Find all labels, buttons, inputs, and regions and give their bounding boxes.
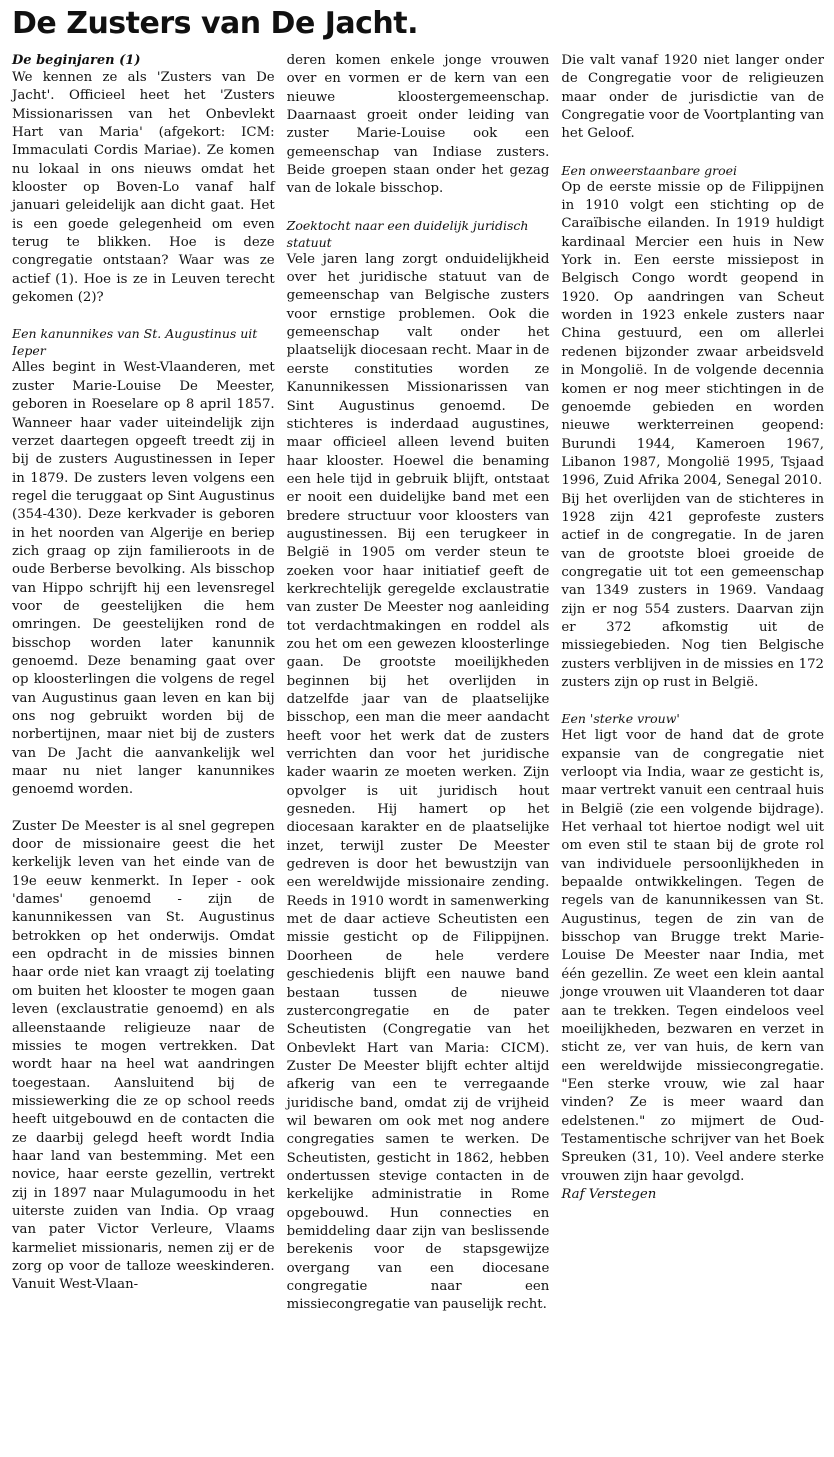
- paragraph: Die valt vanaf 1920 niet langer onder de Congregatie voor de religieuzen maar onder de jurisdictie van de Congregatie voor de Voortplanting van het Geloof.: [561, 53, 825, 142]
- paragraph: Alles begint in West-Vlaanderen, met zuster Marie-Louise De Meester, geboren in Roeselare op 8 april 1857. Wanneer haar vader uiteindelijk zijn verzet daartegen opgeeft treedt zij in bij de zusters Augustinessen in Ieper in 1879. De zusters leven volgens een regel die teruggaat op Sint Augustinus (354-430). Deze kerkvader is geboren in het noorden van Algerije en beriep zich graag op zijn familieroots in de oude Berberse bevolking. Als bisschop van Hippo schrijft hij een levensregel voor de geestelijken die hem omringen. De geestelijken rond de bisschop worden later kanunnik genoemd. Deze benaming gaat over op kloosterlingen die volgens de regel van Augustinus gaan leven en kan bij ons nog gebruikt worden bij de norbertijnen, maar niet bij de zusters van De Jacht die aanvankelijk wel maar nu niet langer kanunnikes genoemd worden.: [12, 360, 275, 798]
- article-title: De Zusters van De Jacht.: [12, 6, 419, 41]
- article-columns: [12, 52, 824, 1315]
- paragraph: We kennen ze als 'Zusters van De Jacht'. Officieel heet het 'Zusters Missionarissen van het Onbevlekt Hart van Maria' (afgekort: ICM: Immaculati Cordis Mariae). Ze komen nu lokaal in ons nieuws omdat het klooster op Boven-Lo vanaf half januari geleidelijk aan dicht gaat. Het is een goede gelegenheid om even terug te blikken. Hoe is deze congregatie ontstaan? Waar was ze actief (1). Hoe is ze in Leuven terecht gekomen (2)?: [12, 70, 275, 306]
- paragraph: Het ligt voor de hand dat de grote expansie van de congregatie niet verloopt via India, waar ze gesticht is, maar vertrekt vanuit een centraal huis in België (zie een volgende bijdrage). Het verhaal tot hiertoe nodigt wel uit om even stil te staan bij de grote rol van individuele persoonlijkheden in bepaalde ontwikkelingen. Tegen de regels van de kanunnikessen van St. Augustinus, tegen de zin van de bisschop van Brugge trekt Marie-Louise De Meester naar India, met één gezellin. Ze weet een klein aantal jonge vrouwen uit Vlaanderen tot daar aan te trekken. Tegen eindeloos veel moeilijkheden, bezwaren en verzet in sticht ze, ver van huis, de kern van een wereldwijde missiecongregatie. "Een sterke vrouw, wie zal haar vinden? Ze is meer waard dan edelstenen." zo mijmert de Oud-Testamentische schrijver van het Boek Spreuken (31, 10). Veel andere sterke vrouwen zijn haar gevolgd.: [561, 728, 825, 1184]
- column-3: [561, 52, 824, 1315]
- section-heading-beginjaren: De beginjaren (1): [12, 53, 141, 68]
- author-byline: Raf Verstegen: [561, 1186, 657, 1202]
- section-heading-kanunnikes: Een kanunnikes van St. Augustinus uit Ieper: [12, 326, 258, 359]
- paragraph: deren komen enkele jonge vrouwen over en vormen er de kern van een nieuwe kloostergemeenschap. Daarnaast groeit onder leiding van zuster Marie-Louise ook een gemeenschap van Indiase zusters. Beide groepen staan onder het gezag van de lokale bisschop.: [286, 53, 550, 197]
- paragraph: Vele jaren lang zorgt onduidelijkheid over het juridische statuut van de gemeenschap van Belgische zusters voor ernstige problemen. Ook die gemeenschap valt onder het plaatselijk diocesaan recht. Maar in de eerste constituties worden ze Kanunnikessen Missionarissen van Sint Augustinus genoemd. De stichteres is inderdaad augustines, maar officieel alleen levend buiten haar klooster. Hoewel die benaming een hele tijd in gebruik blijft, ontstaat er nooit een duidelijke band met een bredere structuur voor kloosters van augustinessen. Bij een terugkeer in België in 1905 om verder steun te zoeken voor haar initiatief geeft de kerkrechtelijk geregelde exclaustratie van zuster De Meester nog aanleiding tot verdachtmakingen en roddel als zou het om een gewezen kloosterlinge gaan. De grootste moeilijkheden beginnen bij het overlijden in datzelfde jaar van de plaatselijke bisschop, een man die meer aandacht heeft voor het werk dat de zusters verrichten dan voor het juridische kader waarin ze moeten werken. Zijn opvolger is uit juridisch hout gesneden. Hij hamert op het diocesaan karakter en de plaatselijke inzet, terwijl zuster De Meester gedreven is door het bewustzijn van een wereldwijde missionaire zending. Reeds in 1910 wordt in samenwerking met de daar actieve Scheutisten een missie gesticht op de Filippijnen. Doorheen de hele verdere geschiedenis blijft een nauwe band bestaan tussen de nieuwe zustercongregatie en de pater Scheutisten (Congregatie van het Onbevlekt Hart van Maria: CICM). Zuster De Meester blijft echter altijd afkerig van een te verregaande juridische band, omdat zij de vrijheid wil bewaren om ook met nog andere congregaties samen te werken. De Scheutisten, gesticht in 1862, hebben ondertussen stevige contacten in de kerkelijke administratie in Rome opgebouwd. Hun connecties en bemiddeling daar zijn van beslissende berekenis voor de stapsgewijze overgang van een diocesane congregatie naar een missiecongregatie van pauselijk recht.: [286, 251, 550, 1313]
- section-heading-zoektocht: Zoektocht naar een duidelijk juridisch statuut: [286, 217, 529, 250]
- section-heading-groei: Een onweerstaanbare groei: [561, 162, 738, 178]
- column-1: [12, 52, 275, 1315]
- column-2: [287, 52, 550, 1315]
- paragraph: Bij het overlijden van de stichteres in 1928 zijn 421 geprofeste zusters actief in de congregatie. In de jaren van de grootste bloei groeide de congregatie uit tot een gemeenschap van 1349 zusters in 1969. Vandaag zijn er nog 554 zusters. Daarvan zijn er 372 afkomstig uit de missiegebieden. Nog tien Belgische zusters verblijven in de missies en 172 zusters zijn op rust in België.: [561, 491, 825, 690]
- section-heading-sterke-vrouw: Een 'sterke vrouw': [561, 711, 680, 727]
- paragraph: Op de eerste missie op de Filippijnen in 1910 volgt een stichting op de Caraïbische eilanden. In 1919 huldigt kardinaal Mercier een huis in New York in. Een eerste missiepost in Belgisch Congo wordt geopend in 1920. Op aandringen van Scheut worden in 1923 enkele zusters naar China gestuurd, een om allerlei redenen bijzonder zwaar arbeidsveld in Mongolië. In de volgende decennia komen er nog meer stichtingen in de genoemde gebieden en worden nieuwe werkterreinen geopend: Burundi 1944, Kameroen 1967, Libanon 1987, Mongolië 1995, Tsjaad 1996, Zuid Afrika 2004, Senegal 2010.: [561, 179, 825, 489]
- paragraph: Zuster De Meester is al snel gegrepen door de missionaire geest die het kerkelijk leven van het einde van de 19e eeuw kenmerkt. In Ieper - ook 'dames' genoemd - zijn de kanunnikessen van St. Augustinus betrokken op het onderwijs. Omdat een opdracht in de missies binnen haar orde niet kan vraagt zij toelating om buiten het klooster te mogen gaan leven (exclaustratie genoemd) en als alleenstaande religieuze naar de missies te mogen vertrekken. Dat wordt haar na heel wat aandringen toegestaan. Aansluitend bij de missiewerking die ze op school reeds heeft uitgebouwd en de contacten die ze daarbij gelegd heeft wordt India haar land van bestemming. Met een novice, haar eerste gezellin, vertrekt zij in 1897 naar Mulagumoodu in het uiterste zuiden van India. Op vraag van pater Victor Verleure, Vlaams karmeliet missionaris, nemen zij er de zorg op voor de talloze weeskinderen. Vanuit West-Vlaan-: [12, 818, 275, 1293]
